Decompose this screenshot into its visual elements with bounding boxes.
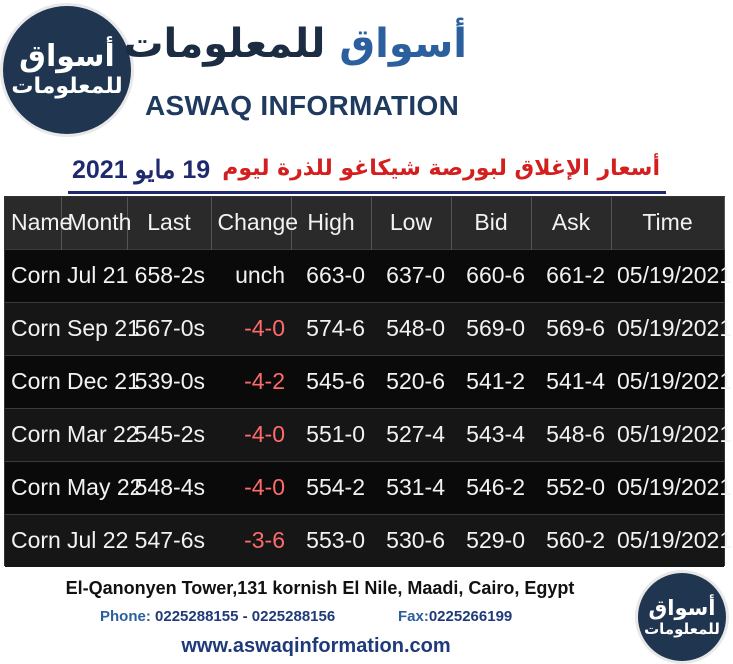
logo-bottom-line2: للمعلومات [644,620,720,638]
footer-website-link[interactable]: www.aswaqinformation.com [181,635,451,657]
cell-time: 05/19/2021 [611,355,724,408]
table-row [5,408,724,461]
header-ask: Ask [531,197,611,249]
logo-bottom-badge [638,573,726,661]
cell-month: May 22 [61,461,127,514]
cell-month: Mar 22 [61,408,127,461]
cell-change: -4-2 [211,355,291,408]
price-table [5,197,733,567]
phone-value: 0225288155 - 0225288156 [155,608,336,625]
cell-change: -3-6 [211,514,291,567]
cell-month: Dec 21 [61,355,127,408]
cell-low: 531-4 [371,461,451,514]
cell-high: 663-0 [291,249,371,302]
cell-high: 553-0 [291,514,371,567]
cell-ask: 548-6 [531,408,611,461]
cell-last: 547-6s [127,514,211,567]
cell-ask: 661-2 [531,249,611,302]
cell-name: Corn [5,514,61,567]
cell-low: 530-6 [371,514,451,567]
brand-name-arabic [123,14,467,76]
cell-month: Jul 22 [61,514,127,567]
cell-bid: 569-0 [451,302,531,355]
cell-last: 545-2s [127,408,211,461]
cell-ask: 541-4 [531,355,611,408]
cell-name: Corn [5,461,61,514]
table-row [5,302,724,355]
logo-top-badge [3,6,131,134]
cell-last: 548-4s [127,461,211,514]
header-last: Last [127,197,211,249]
cell-last: 539-0s [127,355,211,408]
fax-value: 0225266199 [428,608,513,625]
price-table-container [4,196,733,566]
cell-change: unch [211,249,291,302]
cell-high: 545-6 [291,355,371,408]
cell-last: 567-0s [127,302,211,355]
header-low: Low [371,197,451,249]
brand-name-ar-part2: للمعلومات [123,21,326,67]
footer-phone [100,608,335,625]
cell-month: Sep 21 [61,302,127,355]
cell-time: 05/19/2021 [611,461,724,514]
cell-name: Corn [5,249,61,302]
cell-high: 554-2 [291,461,371,514]
cell-high: 574-6 [291,302,371,355]
cell-time: 05/19/2021 [611,302,724,355]
header-bid: Bid [451,197,531,249]
cell-ask: 569-6 [531,302,611,355]
table-row [5,461,724,514]
table-row [5,355,724,408]
table-row [5,514,724,567]
cell-change: -4-0 [211,408,291,461]
logo-top-line1: أسواق [19,39,115,74]
footer-address: El-Qanonyen Tower,131 kornish El Nile, Maadi, Cairo, Egypt [65,578,575,598]
cell-last: 658-2s [127,249,211,302]
phone-label: Phone: [100,608,151,625]
header-time: Time [611,197,724,249]
header-name: Name [5,197,61,249]
cell-low: 520-6 [371,355,451,408]
header-change: Change [211,197,291,249]
cell-change: -4-0 [211,461,291,514]
cell-change: -4-0 [211,302,291,355]
cell-name: Corn [5,302,61,355]
table-row [5,249,724,302]
cell-month: Jul 21 [61,249,127,302]
cell-time: 05/19/2021 [611,408,724,461]
cell-low: 548-0 [371,302,451,355]
header-month: Month [61,197,127,249]
table-header-row [5,197,724,249]
cell-bid: 546-2 [451,461,531,514]
cell-low: 637-0 [371,249,451,302]
cell-low: 527-4 [371,408,451,461]
header-high: High [291,197,371,249]
headline-text: أسعار الإغلاق لبورصة شيكاغو للذرة ليوم [222,156,660,181]
cell-high: 551-0 [291,408,371,461]
logo-bottom-line1: أسواق [648,596,716,620]
cell-bid: 541-2 [451,355,531,408]
cell-name: Corn [5,408,61,461]
cell-time: 05/19/2021 [611,514,724,567]
cell-ask: 552-0 [531,461,611,514]
footer-fax [398,608,512,625]
headline-date: 19 مايو 2021 [72,156,211,184]
cell-bid: 529-0 [451,514,531,567]
cell-name: Corn [5,355,61,408]
brand-name-english: ASWAQ INFORMATION [145,90,460,121]
brand-name-ar-part1: أسواق [339,21,467,67]
logo-top-line2: للمعلومات [11,74,123,99]
cell-ask: 560-2 [531,514,611,567]
headline [68,153,666,194]
cell-time: 05/19/2021 [611,249,724,302]
fax-label: Fax: [398,608,429,625]
cell-bid: 660-6 [451,249,531,302]
cell-bid: 543-4 [451,408,531,461]
